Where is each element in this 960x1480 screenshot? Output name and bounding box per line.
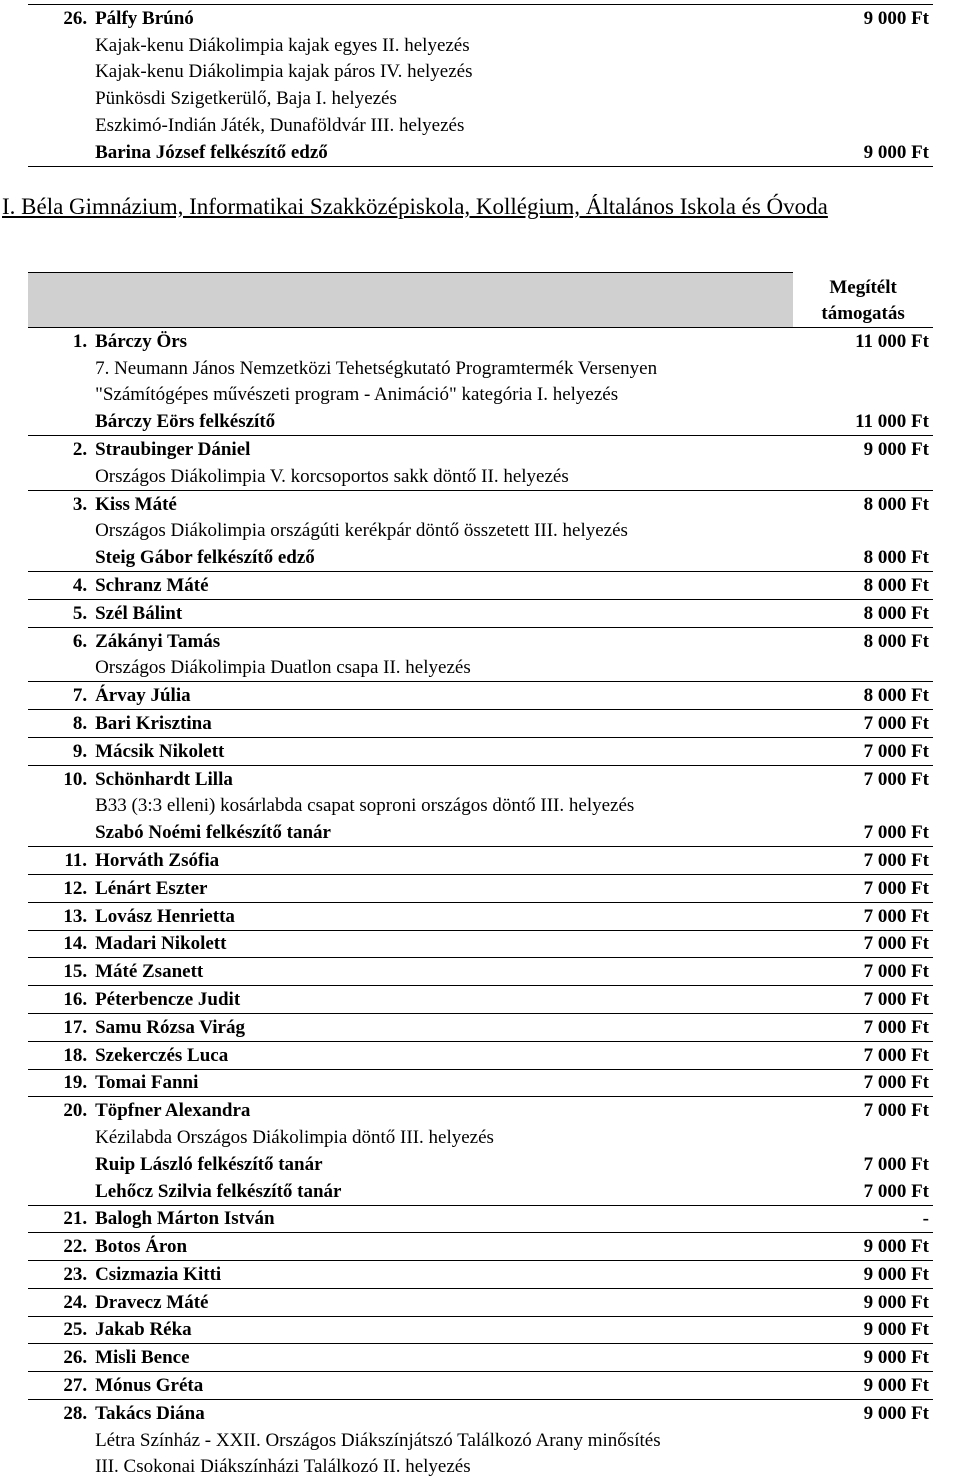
award-amount: 7 000 Ft [793, 710, 933, 738]
student-name: Botos Áron [91, 1233, 793, 1261]
result-line: Létra Színház - XXII. Országos Diákszínjátszó Találkozó Arany minősítés [95, 1429, 661, 1451]
coach-name: Lehőcz Szilvia felkészítő tanár [95, 1180, 342, 1202]
row-number [28, 819, 91, 846]
awards-table [28, 272, 933, 1480]
result-line: Kézilabda Országos Diákolimpia döntő III. helyezés [95, 1126, 494, 1148]
award-amount: 9 000 Ft [793, 436, 933, 463]
table-row [28, 1316, 933, 1344]
row-number: 27. [28, 1372, 91, 1400]
row-number: 18. [28, 1041, 91, 1069]
student-name: Máté Zsanett [91, 958, 793, 986]
student-name: Bari Krisztina [91, 710, 793, 738]
table-row [28, 847, 933, 875]
table-row [28, 1344, 933, 1372]
table-row [28, 1261, 933, 1289]
row-number [28, 1151, 91, 1178]
row-number [28, 382, 91, 409]
row-number: 19. [28, 1069, 91, 1097]
row-number: 7. [28, 682, 91, 710]
award-amount: 7 000 Ft [793, 874, 933, 902]
row-number [28, 1427, 91, 1454]
table-row [28, 682, 933, 710]
row-number: 16. [28, 986, 91, 1014]
award-amount: 7 000 Ft [793, 765, 933, 792]
award-amount: 9 000 Ft [793, 1372, 933, 1400]
student-name: Samu Rózsa Virág [91, 1013, 793, 1041]
table-row [28, 874, 933, 902]
table-row [28, 1454, 933, 1480]
table-row [28, 1041, 933, 1069]
table-row [28, 1400, 933, 1427]
table-row [28, 1013, 933, 1041]
student-name: Takács Diána [91, 1400, 793, 1427]
row-number: 28. [28, 1400, 91, 1427]
row-number: 3. [28, 490, 91, 517]
award-amount: 8 000 Ft [863, 547, 929, 569]
row-number: 20. [28, 1097, 91, 1124]
student-name: Horváth Zsófia [91, 847, 793, 875]
table-row [28, 32, 933, 59]
row-number: 23. [28, 1261, 91, 1289]
coach-name: Ruip László felkészítő tanár [95, 1153, 323, 1175]
result-line: "Számítógépes művészeti program - Animáció" kategória I. helyezés [95, 384, 619, 406]
award-amount [793, 463, 933, 490]
table-row [28, 1124, 933, 1151]
table-row [28, 1233, 933, 1261]
row-number: 24. [28, 1288, 91, 1316]
coach-name: Bárczy Eörs felkészítő [95, 411, 276, 433]
column-header-amount [793, 273, 933, 328]
award-amount: 7 000 Ft [793, 1097, 933, 1124]
row-number [28, 793, 91, 820]
row-number: 9. [28, 737, 91, 765]
table-row [28, 1372, 933, 1400]
award-amount: 7 000 Ft [793, 902, 933, 930]
table-row [28, 1151, 933, 1178]
row-number [28, 408, 91, 435]
row-number [28, 355, 91, 382]
award-amount: 7 000 Ft [793, 1041, 933, 1069]
row-number: 26. [28, 5, 91, 32]
row-number: 10. [28, 765, 91, 792]
table-row [28, 544, 933, 571]
row-number [28, 518, 91, 545]
table-row [28, 408, 933, 435]
award-amount [793, 793, 933, 820]
award-amount: 9 000 Ft [793, 139, 933, 166]
row-number [28, 655, 91, 682]
student-name: Schönhardt Lilla [91, 765, 793, 792]
result-line: B33 (3:3 elleni) kosárlabda csapat soproni országos döntő III. helyezés [95, 795, 635, 817]
award-amount: 8 000 Ft [793, 682, 933, 710]
row-number: 13. [28, 902, 91, 930]
student-name: Mácsik Nikolett [91, 737, 793, 765]
row-number: 12. [28, 874, 91, 902]
student-name: Csizmazia Kitti [91, 1261, 793, 1289]
result-line: Eszkimó-Indián Játék, Dunaföldvár III. helyezés [95, 114, 465, 136]
student-name: Pálfy Brúnó [91, 5, 793, 32]
award-amount: 7 000 Ft [793, 1069, 933, 1097]
student-name: Lovász Henrietta [91, 902, 793, 930]
student-name: Misli Bence [91, 1344, 793, 1372]
table-row [28, 986, 933, 1014]
table-row [28, 112, 933, 139]
row-number: 22. [28, 1233, 91, 1261]
row-number [28, 1454, 91, 1480]
student-name: Töpfner Alexandra [91, 1097, 793, 1124]
table-row [28, 355, 933, 382]
award-amount: 11 000 Ft [855, 411, 929, 433]
table-row [28, 819, 933, 846]
award-amount: 7 000 Ft [863, 1153, 929, 1175]
table-row [28, 436, 933, 463]
table-row [28, 627, 933, 654]
award-amount: 9 000 Ft [793, 1400, 933, 1427]
row-number: 1. [28, 328, 91, 355]
table-row [28, 1069, 933, 1097]
student-name: Árvay Júlia [91, 682, 793, 710]
student-name: Madari Nikolett [91, 930, 793, 958]
award-amount [793, 382, 933, 409]
table-row [28, 572, 933, 600]
award-amount: 9 000 Ft [793, 5, 933, 32]
table-row [28, 328, 933, 355]
award-amount: 7 000 Ft [863, 822, 929, 844]
table-row [28, 902, 933, 930]
row-number: 2. [28, 436, 91, 463]
result-line: Országos Diákolimpia országúti kerékpár döntő összetett III. helyezés [95, 520, 628, 542]
student-name: Schranz Máté [91, 572, 793, 600]
table-row [28, 1288, 933, 1316]
student-name: Straubinger Dániel [91, 436, 793, 463]
table-row [28, 793, 933, 820]
result-line: Országos Diákolimpia Duatlon csapa II. helyezés [95, 657, 471, 679]
award-amount: 9 000 Ft [793, 1344, 933, 1372]
student-name: Szél Bálint [91, 599, 793, 627]
result-line: Kajak-kenu Diákolimpia kajak egyes II. helyezés [95, 34, 470, 56]
row-number: 4. [28, 572, 91, 600]
student-name: Jakab Réka [91, 1316, 793, 1344]
table-row [28, 59, 933, 86]
table-row [28, 1427, 933, 1454]
table-row [28, 1097, 933, 1124]
row-number: 21. [28, 1205, 91, 1233]
table-row [28, 382, 933, 409]
award-amount: 7 000 Ft [793, 986, 933, 1014]
table-row [28, 599, 933, 627]
student-name: Balogh Márton István [91, 1205, 793, 1233]
student-name: Kiss Máté [91, 490, 793, 517]
row-number: 8. [28, 710, 91, 738]
result-line: Országos Diákolimpia V. korcsoportos sakk döntő II. helyezés [95, 465, 569, 487]
award-amount: 9 000 Ft [793, 1261, 933, 1289]
row-number: 17. [28, 1013, 91, 1041]
table-row [28, 710, 933, 738]
table-row [28, 5, 933, 32]
award-amount: 9 000 Ft [793, 1316, 933, 1344]
coach-name: Barina József felkészítő edző [91, 139, 793, 166]
table-row [28, 490, 933, 517]
table-header-row [28, 273, 933, 328]
table-row [28, 655, 933, 682]
student-name: Bárczy Örs [91, 328, 793, 355]
award-amount: 11 000 Ft [793, 328, 933, 355]
award-amount: 8 000 Ft [793, 599, 933, 627]
header-line-2: támogatás [821, 303, 905, 324]
row-number: 15. [28, 958, 91, 986]
result-line: III. Csokonai Diákszínházi Találkozó II. helyezés [95, 1456, 471, 1478]
result-line: Pünkösdi Szigetkerülő, Baja I. helyezés [95, 88, 397, 110]
award-amount [793, 1427, 933, 1454]
award-amount: 7 000 Ft [793, 847, 933, 875]
table-row [28, 518, 933, 545]
previous-school-table [28, 4, 933, 167]
table-row [28, 1205, 933, 1233]
student-name: Szekerczés Luca [91, 1041, 793, 1069]
header-line-1: Megítélt [829, 277, 897, 298]
row-number: 6. [28, 627, 91, 654]
table-row [28, 85, 933, 112]
award-amount: 7 000 Ft [793, 737, 933, 765]
student-name: Mónus Gréta [91, 1372, 793, 1400]
award-amount: 7 000 Ft [793, 930, 933, 958]
table-row [28, 765, 933, 792]
row-number: 11. [28, 847, 91, 875]
award-amount [793, 518, 933, 545]
result-line: 7. Neumann János Nemzetközi Tehetségkutató Programtermék Versenyen [95, 357, 658, 379]
award-amount: 7 000 Ft [793, 958, 933, 986]
coach-name: Szabó Noémi felkészítő tanár [95, 822, 331, 844]
award-amount: 9 000 Ft [793, 1233, 933, 1261]
student-name: Zákányi Tamás [91, 627, 793, 654]
award-amount: 8 000 Ft [793, 572, 933, 600]
table-row [28, 737, 933, 765]
row-number: 26. [28, 1344, 91, 1372]
row-number [28, 1178, 91, 1205]
award-amount [793, 355, 933, 382]
row-number [28, 1124, 91, 1151]
row-number: 5. [28, 599, 91, 627]
table-row [28, 958, 933, 986]
row-number: 25. [28, 1316, 91, 1344]
award-amount: 7 000 Ft [863, 1180, 929, 1202]
award-amount [793, 655, 933, 682]
row-number [28, 544, 91, 571]
table-row [28, 930, 933, 958]
award-amount [793, 1454, 933, 1480]
table-row [28, 139, 933, 166]
table-row [28, 463, 933, 490]
row-number [28, 463, 91, 490]
student-name: Tomai Fanni [91, 1069, 793, 1097]
student-name: Lénárt Eszter [91, 874, 793, 902]
award-amount: 9 000 Ft [793, 1288, 933, 1316]
coach-name: Steig Gábor felkészítő edző [95, 547, 315, 569]
award-amount: 7 000 Ft [793, 1013, 933, 1041]
award-amount: 8 000 Ft [793, 490, 933, 517]
school-title: I. Béla Gimnázium, Informatikai Szakközépiskola, Kollégium, Általános Iskola és Óvoda [2, 194, 828, 219]
table-row [28, 1178, 933, 1205]
award-amount: - [793, 1205, 933, 1233]
result-line: Kajak-kenu Diákolimpia kajak páros IV. helyezés [95, 61, 473, 83]
award-amount: 8 000 Ft [793, 627, 933, 654]
row-number: 14. [28, 930, 91, 958]
student-name: Péterbencze Judit [91, 986, 793, 1014]
award-amount [793, 1124, 933, 1151]
student-name: Dravecz Máté [91, 1288, 793, 1316]
